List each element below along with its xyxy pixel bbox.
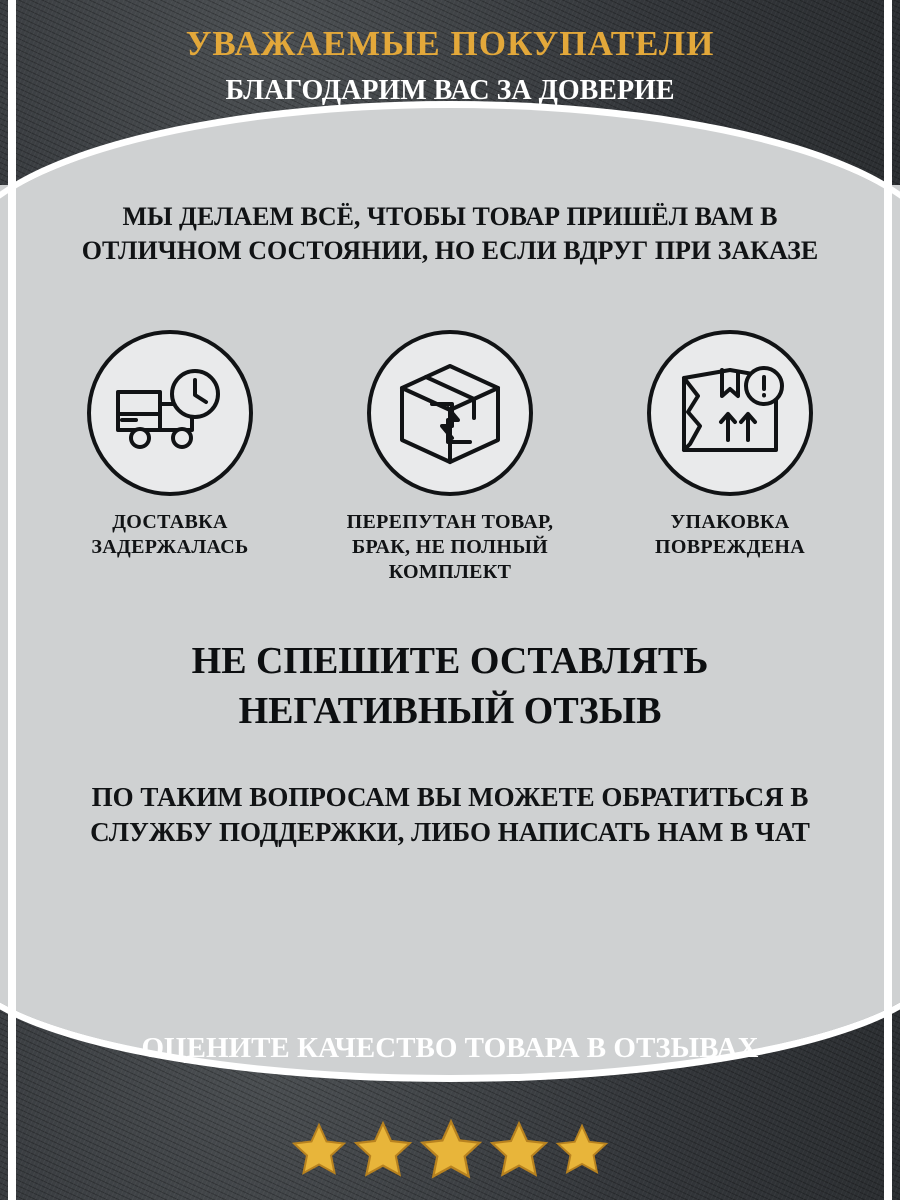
star-icon [489, 1120, 549, 1178]
star-icon [291, 1122, 347, 1176]
star-icon [555, 1123, 609, 1175]
issue-caption: УПАКОВКА ПОВРЕЖДЕНА [655, 511, 805, 558]
star-icon [419, 1118, 483, 1180]
delivery-truck-clock-icon [87, 330, 253, 496]
issue-item-damaged-package [600, 330, 860, 560]
header-subtitle: БЛАГОДАРИМ ВАС ЗА ДОВЕРИЕ [225, 75, 675, 106]
damaged-package-icon [647, 330, 813, 496]
issue-item-delivery [40, 330, 300, 560]
issue-caption: ПЕРЕПУТАН ТОВАР, БРАК, НЕ ПОЛНЫЙ КОМПЛЕКТ [346, 511, 554, 583]
main-headline: НЕ СПЕШИТЕ ОСТАВЛЯТЬ НЕГАТИВНЫЙ ОТЗЫВ [191, 640, 709, 733]
box-return-arrows-icon [367, 330, 533, 496]
header-title: УВАЖАЕМЫЕ ПОКУПАТЕЛИ [185, 24, 715, 63]
footer-title: ОЦЕНИТЕ КАЧЕСТВО ТОВАРА В ОТЗЫВАХ [141, 1032, 759, 1064]
right-white-rail [884, 0, 892, 1200]
issue-icons-row [40, 330, 860, 585]
intro-text: МЫ ДЕЛАЕМ ВСЁ, ЧТОБЫ ТОВАР ПРИШЁЛ ВАМ В ОТЛИЧНОМ СОСТОЯНИИ, НО ЕСЛИ ВДРУГ ПРИ ЗАКАЗЕ [81, 202, 819, 265]
rating-stars [0, 1118, 900, 1180]
main-body-text: ПО ТАКИМ ВОПРОСАМ ВЫ МОЖЕТЕ ОБРАТИТЬСЯ В СЛУЖБУ ПОДДЕРЖКИ, ЛИБО НАПИСАТЬ НАМ В ЧАТ [90, 782, 810, 848]
issue-caption: ДОСТАВКА ЗАДЕРЖАЛАСЬ [91, 511, 249, 558]
star-icon [353, 1120, 413, 1178]
issue-item-wrong-goods [320, 330, 580, 585]
left-white-rail [8, 0, 16, 1200]
